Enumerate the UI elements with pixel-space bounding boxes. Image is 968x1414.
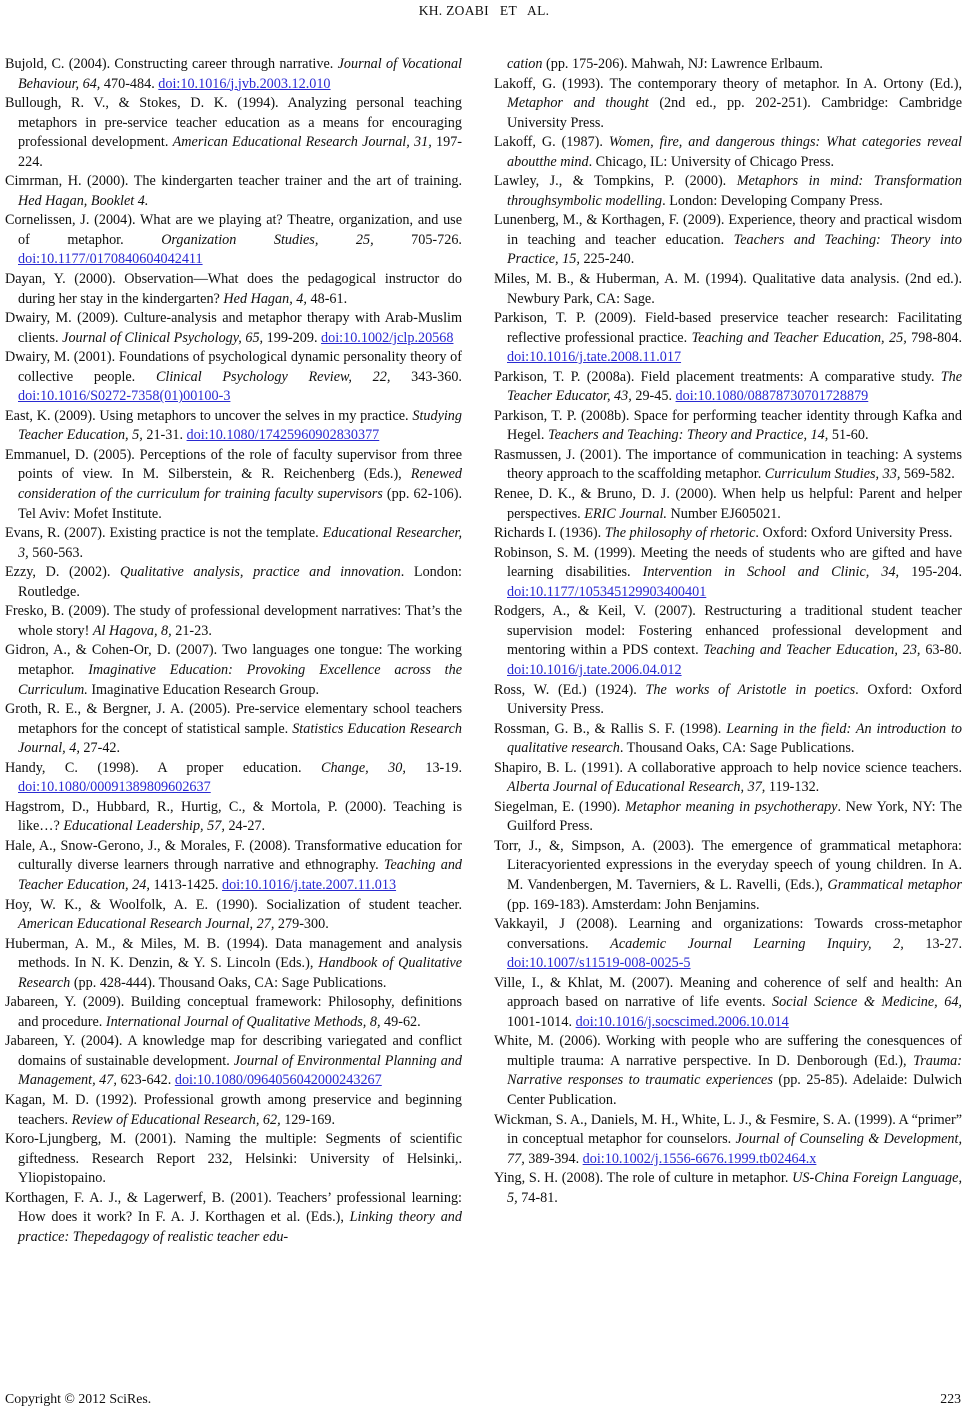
italic-title: Clinical Psychology Review, 22,: [155, 368, 412, 385]
running-head: KH. ZOABI ET AL.: [418, 3, 550, 18]
reference-entry: [5, 348, 462, 407]
doi-link[interactable]: doi:10.1016/j.socscimed.2006.10.014: [575, 1013, 789, 1030]
reference-entry: [5, 641, 462, 700]
reference-text: . Chicago, IL: University of Chicago Press.: [588, 153, 835, 170]
reference-text: Bullough, R. V., & Stokes, D. K. (1994). Analyzing personal teaching metaphors in pre-service teacher education as a means for encouraging professional development.: [5, 95, 462, 151]
reference-entry: [494, 309, 962, 368]
italic-title: Metaphor and thought: [507, 95, 660, 112]
reference-text: . London: Routledge.: [18, 564, 462, 600]
doi-link[interactable]: doi:10.1007/s11519-008-0025-5: [507, 955, 691, 972]
reference-entry: [494, 720, 962, 759]
doi-link[interactable]: doi:10.1080/08878730701728879: [675, 388, 869, 405]
italic-title: Curriculum Studies, 33,: [764, 466, 904, 483]
reference-text: 63-80.: [925, 642, 962, 659]
reference-text: . New York, NY: The Guilford Press.: [507, 798, 962, 835]
reference-entry: [5, 55, 462, 94]
italic-title: Learning in the field: An introduction to qualitative research: [507, 720, 962, 757]
reference-text: Number EJ605021.: [670, 505, 781, 522]
reference-entry: [5, 1189, 462, 1248]
italic-title: Journal of Environmental Planning and Management, 47,: [18, 1052, 462, 1089]
doi-link[interactable]: doi:10.1080/00091389809602637: [18, 779, 211, 796]
reference-entry: [494, 133, 962, 172]
reference-text: 21-31.: [146, 427, 187, 444]
reference-entry: [494, 602, 962, 680]
reference-text: Handy, C. (1998). A proper education.: [5, 759, 321, 776]
italic-title: Qualitative analysis, practice and innovation: [119, 564, 401, 581]
reference-text: 74-81.: [521, 1189, 558, 1206]
doi-link[interactable]: doi:10.1016/S0272-7358(01)00100-3: [18, 388, 231, 405]
reference-entry: [5, 407, 462, 446]
reference-text: 24-27.: [228, 818, 266, 835]
italic-title: Journal of Vocational Behaviour, 64,: [18, 56, 462, 92]
doi-link[interactable]: doi:10.1016/j.tate.2007.11.013: [222, 876, 397, 893]
reference-text: Hale, A., Snow-Gerono, J., & Morales, F. (2008). Transformative education for culturally diverse learners through narrative and ethnography.: [5, 837, 462, 874]
italic-title: Grammatical metaphor: [827, 876, 962, 893]
reference-text: 21-23.: [175, 622, 212, 639]
reference-entry: [5, 94, 462, 172]
italic-title: Statistics Education Research Journal, 4,: [18, 720, 462, 757]
reference-text: Jabareen, Y. (2004). A knowledge map for describing variegated and conflict domains of sustainable development.: [5, 1033, 462, 1069]
reference-entry: [5, 446, 462, 524]
references-column-right: [494, 55, 962, 1247]
reference-entry: [5, 935, 462, 994]
reference-text: (pp. 169-183). Amsterdam: John Benjamins.: [507, 896, 760, 913]
reference-entry: [5, 270, 462, 309]
reference-text: Ross, W. (Ed.) (1924).: [494, 681, 646, 698]
page-number: 223: [940, 1391, 961, 1406]
reference-text: Rossman, G. B., & Rallis S. F. (1998).: [494, 720, 727, 737]
reference-text: 129-169.: [284, 1111, 336, 1128]
reference-entry: [494, 681, 962, 720]
reference-text: (pp. 428-444). Thousand Oaks, CA: Sage Publications.: [73, 974, 387, 991]
reference-entry: [5, 1032, 462, 1091]
italic-title: International Journal of Qualitative Methods, 8,: [105, 1013, 385, 1030]
italic-title: ERIC Journal.: [584, 505, 671, 522]
reference-text: 119-132.: [768, 779, 820, 796]
reference-text: 623-642.: [120, 1072, 175, 1089]
reference-text: 51-60.: [831, 427, 869, 444]
doi-link[interactable]: doi:10.1016/j.tate.2006.04.012: [507, 661, 682, 678]
reference-text: Renee, D. K., & Bruno, D. J. (2000). When help us helpful: Parent and helper perspectives.: [494, 486, 962, 522]
reference-text: Ville, I., & Khlat, M. (2007). Meaning and coherence of self and health: An approach based on narrative of life events.: [494, 974, 962, 1011]
reference-text: Korthagen, F. A. J., & Lagerwerf, B. (2001). Teachers’ professional learning: How does it work? In F. A. J. Korthagen et al. (Eds.),: [5, 1189, 462, 1226]
italic-title: Organization Studies, 25,: [161, 231, 412, 248]
reference-text: 49-62.: [384, 1013, 421, 1030]
reference-text: Miles, M. B., & Huberman, A. M. (1994). Qualitative data analysis. (2nd ed.). Newbury Park, CA: Sage.: [494, 271, 962, 307]
italic-title: Educational Researcher, 3,: [18, 525, 462, 561]
reference-text: Robinson, S. M. (1999). Meeting the needs of students who are gifted and have learning disabilities.: [494, 544, 962, 581]
reference-text: 470-484.: [103, 75, 159, 92]
reference-entry: [5, 1091, 462, 1130]
reference-text: . Thousand Oaks, CA: Sage Publications.: [619, 740, 855, 757]
reference-text: Rodgers, A., & Keil, V. (2007). Restructuring a traditional student teacher supervision model: Fostering enhanced professional development and mentoring within a PDS context.: [494, 603, 962, 659]
reference-entry: [494, 270, 962, 309]
doi-link[interactable]: doi:10.1080/0964056042000243267: [174, 1072, 382, 1089]
reference-entry: [5, 700, 462, 759]
italic-title: Linking theory and practice: Thepedagogy of realistic teacher edu-: [18, 1209, 462, 1245]
reference-entry: [494, 759, 962, 798]
reference-entry: [494, 172, 962, 211]
italic-title: The works of Aristotle in poetics: [645, 681, 856, 698]
reference-entry: [494, 544, 962, 603]
italic-title: Teachers and Teaching: Theory and Practice, 14,: [547, 427, 832, 444]
reference-text: Imaginative Education Research Group.: [91, 681, 320, 698]
doi-link[interactable]: doi:10.1080/17425960902830377: [186, 427, 380, 444]
italic-title: Hed Hagan, 4,: [223, 290, 311, 307]
reference-text: Dwairy, M. (2001). Foundations of psychological dynamic personality theory of collective people.: [5, 349, 462, 385]
reference-entry: [5, 993, 462, 1032]
reference-entry: [494, 1169, 962, 1208]
reference-entry: [494, 798, 962, 837]
reference-entry: [494, 974, 962, 1033]
reference-text: . London: Developing Company Press.: [662, 192, 883, 209]
reference-text: 48-61.: [310, 290, 348, 307]
italic-title: Intervention in School and Clinic, 34,: [642, 564, 912, 581]
reference-text: 705-726.: [411, 231, 462, 248]
reference-entry: [5, 896, 462, 935]
copyright-notice: Copyright © 2012 SciRes.: [5, 1391, 152, 1406]
reference-text: Jabareen, Y. (2009). Building conceptual framework: Philosophy, definitions and procedure.: [5, 994, 462, 1030]
reference-text: . Oxford: Oxford University Press.: [755, 525, 953, 542]
reference-text: Lawley, J., & Tompkins, P. (2000).: [494, 173, 737, 190]
italic-title: Journal of Clinical Psychology, 65,: [62, 329, 267, 346]
reference-text: Evans, R. (2007). Existing practice is not the template.: [5, 525, 323, 542]
reference-text: Huberman, A. M., & Miles, M. B. (1994). Data management and analysis methods. In N. K. Denzin, & Y. S. Lincoln (Eds.),: [5, 935, 462, 972]
italic-title: Women, fire, and dangerous things: What categories reveal aboutthe mind: [507, 134, 962, 170]
reference-text: Wickman, S. A., Daniels, M. H., White, L. J., & Fesmire, S. A. (1999). A “primer” in conceptual metaphor for counselors.: [494, 1111, 962, 1148]
italic-title: Teaching and Teacher Education, 24,: [18, 857, 463, 893]
reference-text: 29-45.: [635, 388, 676, 405]
reference-text: Rasmussen, J. (2001). The importance of communication in teaching: A systems theory approach to the scaffolding metaphor.: [494, 446, 962, 483]
reference-entry: [5, 309, 462, 348]
reference-text: Kagan, M. D. (1992). Professional growth among preservice and beginning teachers.: [5, 1091, 462, 1128]
reference-text: (2nd ed., pp. 202-251). Cambridge: Cambridge University Press.: [507, 95, 962, 131]
reference-text: (pp. 25-85). Adelaide: Dulwich Center Publication.: [507, 1072, 962, 1108]
reference-text: 798-804.: [911, 329, 962, 346]
italic-title: Social Science & Medicine, 64,: [772, 994, 962, 1011]
reference-text: Cornelissen, J. (2004). What are we playing at? Theatre, organization, and use of metaphor.: [5, 212, 462, 248]
italic-title: Metaphor meaning in psychotherapy: [624, 798, 838, 815]
italic-title: American Educational Research Journal, 31,: [172, 134, 436, 151]
reference-text: Hagstrom, D., Hubbard, R., Hurtig, C., & Mortola, P. (2000). Teaching is like…?: [5, 798, 462, 835]
reference-entry: [5, 563, 462, 602]
reference-text: 199-209.: [266, 329, 322, 346]
reference-entry: [5, 524, 462, 563]
reference-text: 279-300.: [277, 916, 329, 933]
reference-text: 225-240.: [583, 251, 635, 268]
reference-text: Ezzy, D. (2002).: [5, 564, 120, 581]
reference-text: Hoy, W. K., & Woolfolk, A. E. (1990). Socialization of student teacher.: [5, 896, 462, 913]
reference-entry: [5, 172, 462, 211]
reference-text: 13-27.: [925, 935, 963, 952]
doi-link[interactable]: doi:10.1016/j.tate.2008.11.017: [507, 349, 682, 366]
italic-title: Alberta Journal of Educational Research, 37,: [507, 779, 769, 796]
reference-entry: [5, 759, 462, 798]
reference-text: 389-394.: [528, 1150, 583, 1167]
reference-text: Parkison, T. P. (2008a). Field placement treatments: A comparative study.: [494, 368, 941, 385]
reference-text: Fresko, B. (2009). The study of professional development narratives: That’s the whole story!: [5, 603, 462, 639]
italic-title: Hed Hagan, Booklet 4.: [18, 192, 149, 209]
italic-title: American Educational Research Journal, 27,: [18, 916, 278, 933]
reference-text: Koro-Ljungberg, M. (2001). Naming the multiple: Segments of scientific giftedness. Research Report 232, Helsinki: University of Helsinki,. Yliopistopaino.: [5, 1131, 462, 1187]
italic-title: Teaching and Teacher Education, 23,: [703, 642, 926, 659]
references-column-left: [5, 55, 462, 1247]
reference-text: . Oxford: Oxford University Press.: [507, 681, 963, 718]
italic-title: Metaphors in mind: Transformation throughsymbolic modelling: [507, 173, 962, 209]
reference-text: Lunenberg, M., & Korthagen, F. (2009). Experience, theory and practical wisdom in teaching and teacher education.: [494, 212, 962, 248]
reference-text: Siegelman, E. (1990).: [494, 798, 625, 815]
reference-text: Cimrman, H. (2000). The kindergarten teacher trainer and the art of training.: [5, 173, 462, 190]
reference-text: (pp. 175-206). Mahwah, NJ: Lawrence Erlbaum.: [546, 56, 823, 72]
reference-entry: [5, 602, 462, 641]
italic-title: Al Hagova, 8,: [92, 622, 176, 639]
reference-text: 560-563.: [32, 544, 84, 561]
reference-text: Shapiro, B. L. (1991). A collaborative approach to help novice science teachers.: [494, 759, 962, 776]
reference-text: (pp. 62-106). Tel Aviv: Mofet Institute.: [18, 486, 462, 522]
reference-entry: [5, 211, 462, 270]
reference-entry: [494, 837, 962, 915]
reference-entry: [494, 485, 962, 524]
doi-link[interactable]: doi:10.1016/j.jvb.2003.12.010: [158, 75, 331, 92]
reference-text: Lakoff, G. (1993). The contemporary theory of metaphor. In A. Ortony (Ed.),: [494, 75, 962, 92]
reference-entry: [494, 915, 962, 974]
reference-text: Ying, S. H. (2008). The role of culture in metaphor.: [494, 1170, 793, 1187]
italic-title: Renewed consideration of the curriculum for training faculty supervisors: [18, 466, 462, 503]
doi-link[interactable]: doi:10.1177/0170840604042411: [18, 251, 203, 268]
reference-text: Dayan, Y. (2000). Observation—What does the pedagogical instructor do during her stay in the kindergarten?: [5, 271, 462, 307]
reference-text: 195-204.: [911, 564, 962, 581]
italic-title: The Teacher Educator, 43,: [507, 368, 962, 405]
reference-text: Richards I. (1936).: [494, 525, 605, 542]
italic-title: Review of Educational Research, 62,: [71, 1111, 285, 1128]
reference-text: 569-582.: [903, 466, 955, 483]
italic-title: Change, 30,: [321, 759, 426, 776]
doi-link[interactable]: doi:10.1002/jclp.20568: [321, 329, 454, 346]
reference-text: Dwairy, M. (2009). Culture-analysis and metaphor therapy with Arab-Muslim clients.: [5, 310, 462, 346]
reference-text: Torr, J., &, Simpson, A. (2003). The emergence of grammatical metaphora: Literacyoriented expressions in the everyday speech of young children. In A. M. Vandenbergen, M. Taverniers, & L. Ravelli, (Eds.),: [494, 837, 962, 893]
reference-text: Emmanuel, D. (2005). Perceptions of the role of faculty supervisor from three points of view. In M. Silberstein, & R. Reichenberg (Eds.),: [5, 446, 462, 483]
reference-entry: [5, 798, 462, 837]
reference-text: Lakoff, G. (1987).: [494, 134, 609, 151]
reference-entry: [5, 1130, 462, 1189]
reference-entry: [494, 55, 962, 75]
reference-text: 1001-1014.: [507, 1013, 576, 1030]
reference-text: Parkison, T. P. (2008b). Space for performing teacher identity through Kafka and Hegel.: [494, 407, 962, 444]
reference-entry: [494, 524, 962, 544]
italic-title: Teachers and Teaching: Theory into Practice, 15,: [507, 231, 962, 268]
italic-title: Handbook of Qualitative Research: [18, 955, 462, 991]
reference-entry: [5, 837, 462, 896]
reference-text: Groth, R. E., & Bergner, J. A. (2005). Pre-service elementary school teachers metaphors for the concept of statistical sample.: [5, 701, 462, 737]
reference-text: 1413-1425.: [153, 876, 223, 893]
doi-link[interactable]: doi:10.1002/j.1556-6676.1999.tb02464.x: [582, 1150, 817, 1167]
reference-entry: [494, 1032, 962, 1110]
italic-title: Academic Journal Learning Inquiry, 2,: [610, 935, 926, 952]
reference-entry: [494, 407, 962, 446]
italic-title: Trauma: Narrative responses to traumatic experiences: [507, 1052, 962, 1089]
reference-text: 343-360.: [411, 368, 462, 385]
reference-text: Parkison, T. P. (2009). Field-based preservice teacher research: Facilitating reflective professional practice.: [494, 310, 962, 346]
references-section: [0, 55, 968, 1247]
reference-text: Vakkayil, J (2008). Learning and organizations: Towards cross-metaphor conversations.: [494, 916, 962, 952]
reference-entry: [494, 75, 962, 134]
reference-text: White, M. (2006). Working with people who are suffering the conesquences of multiple trauma: A narrative perspective. In D. Denborough (Ed.),: [494, 1033, 962, 1069]
reference-text: East, K. (2009). Using metaphors to uncover the selves in my practice.: [5, 407, 413, 424]
italic-title: Teaching and Teacher Education, 25,: [691, 329, 912, 346]
italic-title: US-China Foreign Language, 5,: [507, 1170, 962, 1206]
reference-text: 27-42.: [83, 740, 121, 757]
italic-title: cation: [507, 56, 547, 72]
italic-title: Journal of Counseling & Development, 77,: [507, 1131, 963, 1167]
doi-link[interactable]: doi:10.1177/105345129903400401: [507, 583, 707, 600]
reference-entry: [494, 368, 962, 407]
reference-entry: [494, 446, 962, 485]
reference-entry: [494, 1111, 962, 1170]
italic-title: Studying Teacher Education, 5,: [18, 407, 462, 444]
italic-title: Imaginative Education: Provoking Excellence across the Curriculum.: [18, 661, 463, 698]
reference-entry: [494, 211, 962, 270]
italic-title: Educational Leadership, 57,: [63, 818, 229, 835]
reference-text: 13-19.: [425, 759, 462, 776]
reference-text: Gidron, A., & Cohen-Or, D. (2007). Two languages one tongue: The working metaphor.: [5, 642, 462, 678]
italic-title: The philosophy of rhetoric: [604, 525, 756, 542]
reference-text: 197-224.: [18, 134, 463, 170]
page-footer: [5, 1391, 961, 1407]
reference-text: Bujold, C. (2004). Constructing career through narrative.: [5, 56, 338, 72]
